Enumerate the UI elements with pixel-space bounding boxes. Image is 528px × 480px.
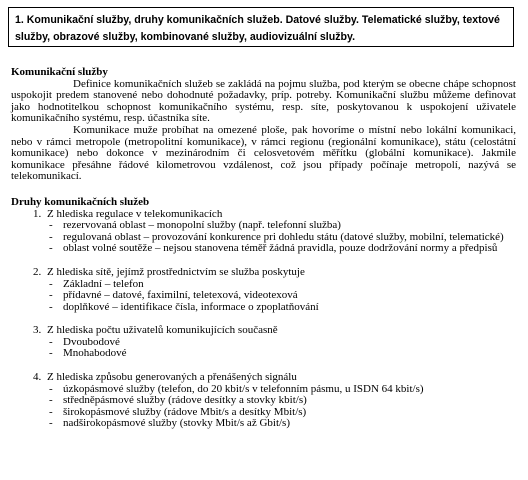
bullet-dash: - (49, 230, 53, 243)
list-number: 1. (33, 207, 42, 220)
list-item: Mnohabodové (63, 347, 127, 360)
document-body (11, 67, 516, 430)
list-group-4 (11, 372, 516, 430)
list-number: 4. (33, 371, 42, 384)
list-item: regulovaná oblast – provozování konkurence pri dohledu státu (datové služby, mobilní, telematické) (63, 230, 504, 243)
list-item: širokopásmové služby (rádove Mbit/s a desítky Mbit/s) (63, 405, 307, 418)
topic-header-box (8, 7, 514, 47)
list-item: úzkopásmové služby (telefon, do 20 kbit/s v telefonním pásmu, u ISDN 64 kbit/s) (63, 382, 424, 395)
list-item: doplňkové – identifikace čísla, informace o zpoplatňování (63, 300, 319, 313)
paragraph-communication-scope: Komunikace muže probíhat na omezené ploše, pak hovoríme o místní nebo lokální komunikaci, nebo v rámci metropole (metropolitní komunikace), v rámci regionu (regionální komunikace), státu (celostátní komunikace) nebo dokonce v mezinárodním či celosvetovém měřítku (globální komunikace). Jakmile komunikace přesáhne řádové kilometrovou vzdálenost, což jsou případy počínaje metropolí, nazývá se telekomunikací. (11, 123, 516, 183)
section-heading-komunikacni-sluzby: Komunikační služby (11, 66, 108, 78)
paragraph-definition: Definice komunikačních služeb se zakládá na pojmu služba, pod kterým se obecne chápe schopnost uspokojit predem stanovené nebo dohodnuté požadavky, príp. potreby. Komunikační službu můžeme definovat jako hodnotitelkou schopnost komunikačního systému, resp. síte, poskytovanou k uspokojení uživatele komunikačního systému, resp. účastníka síte. (11, 77, 516, 125)
topic-header-line-2: služby, obrazové služby, kombinované služby, audiovizuální služby. (15, 31, 356, 43)
topic-header-line-1: 1. Komunikační služby, druhy komunikačních služeb. Datové služby. Telematické služby, textové (15, 14, 500, 26)
list-group-3 (11, 325, 516, 360)
list-item: přídavné – datové, faximilní, teletexová, videotexová (63, 289, 298, 302)
list-title: Z hlediska regulace v telekomunikacích (47, 207, 223, 220)
bullet-dash: - (49, 394, 53, 407)
list-item: Základní – telefon (63, 277, 144, 290)
list-number: 3. (33, 324, 42, 337)
bullet-dash: - (49, 242, 53, 255)
bullet-dash: - (49, 347, 53, 360)
bullet-dash: - (49, 219, 53, 232)
bullet-dash: - (49, 405, 53, 418)
list-item: středněpásmové služby (rádove desítky a stovky kbit/s) (63, 394, 307, 407)
section-heading-druhy-sluzeb: Druhy komunikačních služeb (11, 195, 150, 208)
list-item: rezervovaná oblast – monopolní služby (např. telefonní služba) (63, 219, 341, 232)
list-group-2 (11, 267, 516, 313)
list-title: Z hlediska způsobu generovaných a přenášených signálu (47, 371, 297, 384)
bullet-dash: - (49, 277, 53, 290)
bullet-dash: - (49, 417, 53, 430)
bullet-dash: - (49, 382, 53, 395)
list-item: Dvoubodové (63, 335, 120, 348)
list-title: Z hlediska počtu uživatelů komunikujících současně (47, 324, 278, 337)
bullet-dash: - (49, 289, 53, 302)
list-group-1 (11, 209, 516, 255)
list-number: 2. (33, 265, 42, 278)
list-title: Z hlediska sítě, jejímž prostřednictvím se služba poskytuje (47, 265, 305, 278)
list-item: nadširokopásmové služby (stovky Mbit/s až Gbit/s) (63, 417, 291, 430)
bullet-dash: - (49, 300, 53, 313)
list-item: oblast volné soutěže – nejsou stanovena téměř žádná pravidla, pouze dodržování normy a předpisů (63, 242, 498, 255)
bullet-dash: - (49, 335, 53, 348)
